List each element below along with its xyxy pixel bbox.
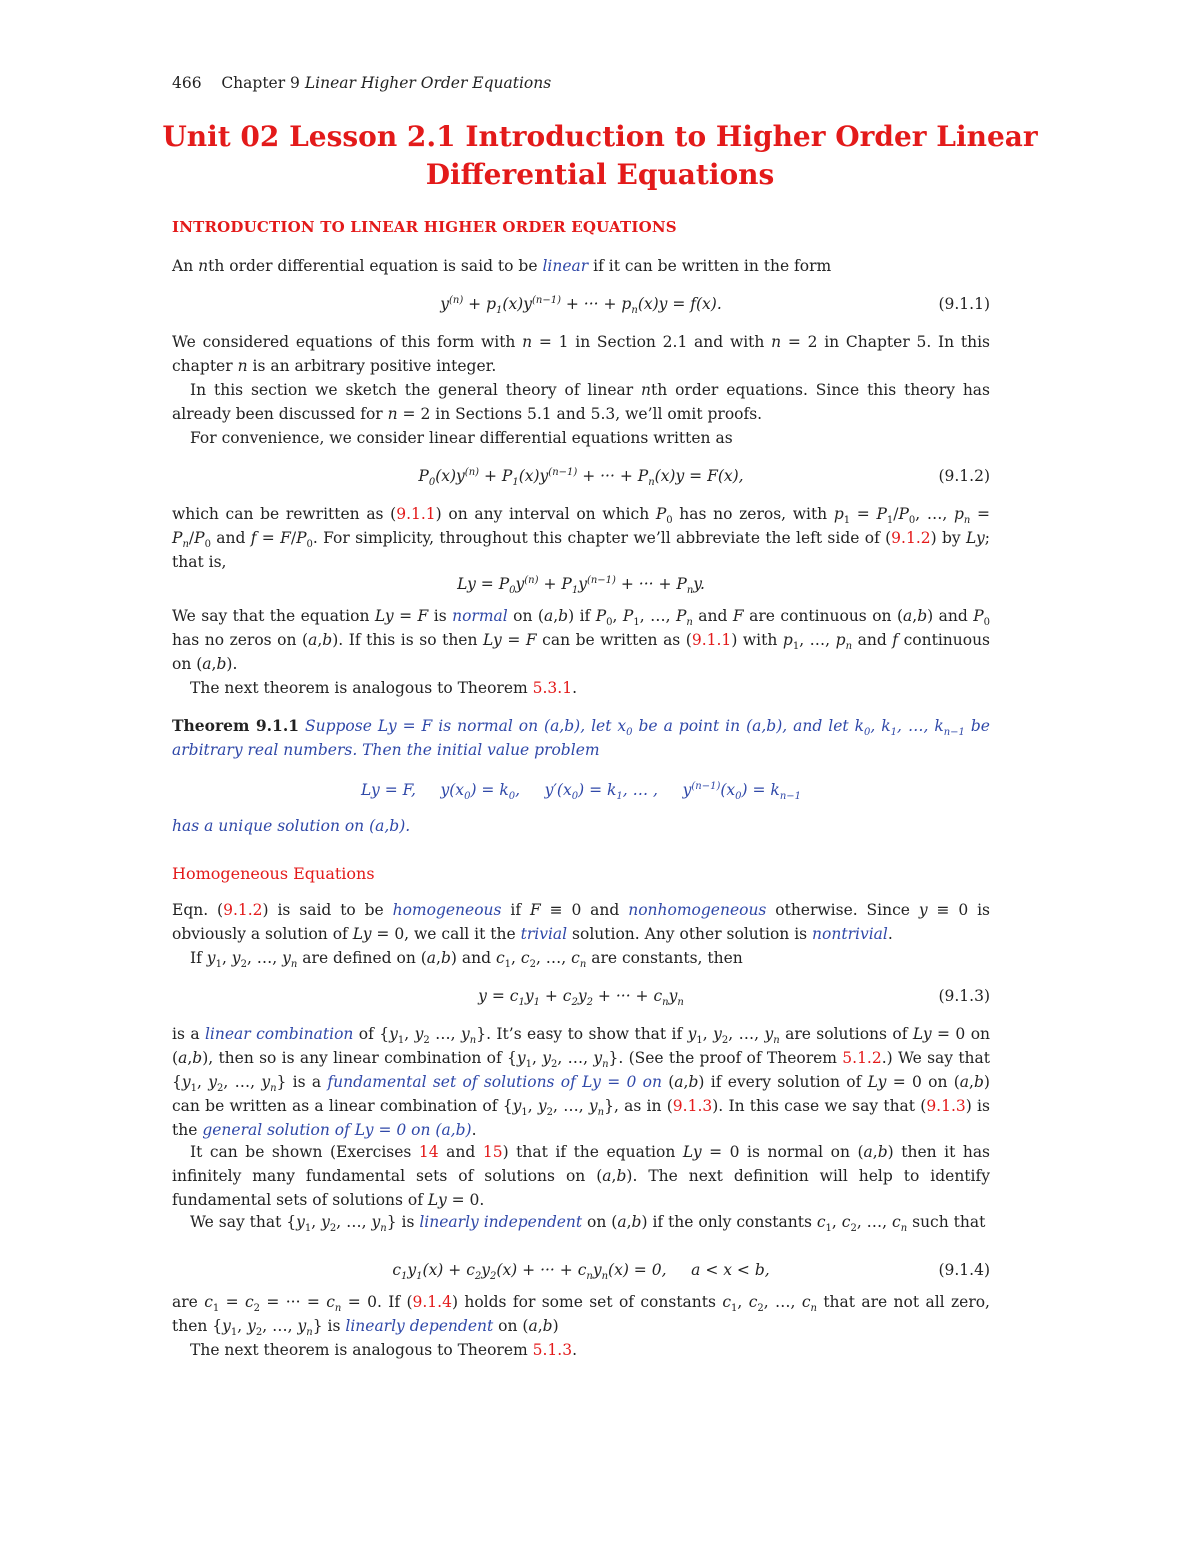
paragraph-defined: If $y_1$, $y_2$, …, $y_n$ are defined on (a,b) and $c_1$, $c_2$, …, $c_n$ are constants, then — [190, 949, 743, 971]
equation-ref-link[interactable]: 9.1.3 — [926, 1097, 966, 1115]
paragraph-considered: We considered equations of this form with n = 1 in Section 2.1 and with n = 2 in Chapter 5. In this chapter n is an arbitrary positive integer. — [172, 333, 990, 375]
page: 466 Chapter 9 Linear Higher Order Equations Unit 02 Lesson 2.1 Introduction to Higher Order Linear Differential Equations INTRODUCTION TO LINEAR HIGHER ORDER EQUATIONS An nth order differential equation is said to be linear if it can be written in the form $y^{(n)} + p_1(x)y^{(n-1)}$ + ··· + $p_n(x)y = f(x)$. (9.1.1) We considered equations of this form with n = 1 in Section 2.1 and with n = 2 in Chapter 5. In this chapter n is an arbitrary positive integer. In this section we sketch the general theory of linear nth order equations. Since this theory has already been discussed for n = 2 in Sections 5.1 and 5.3, we’ll omit proofs. For convenience, we consider linear differential equations written as $P_0(x)y^{(n)} + P_1(x)y^{(n-1)}$ + ··· + $P_n(x)y = F(x)$, (9.1.2) which can be rewritten as (9.1.1) on any interval on which $P_0$ has no zeros, with $p_1 = P_1/P_0$, …, $p_n = P_n/P_0$ and $f = F/P_0$. For simplicity, throughout this chapter we’ll abbreviate the left side of (9.1.2) by Ly; that is, $Ly = P_0y^{(n)} + P_1y^{(n-1)}$ + ··· + $P_ny$. We say that the equation Ly = F is normal on (a,b) if $P_0$, $P_1$, …, $P_n$ and F are continuous on (a,b) and $P_0$ has no zeros on (a,b). If this is so then Ly = F can be written as (9.1.1) with $p_1$, …, $p_n$ and f continuous on (a,b). The next theorem is analogous to Theorem 5.3.1. Theorem 9.1.1 Suppose Ly = F is normal on (a,b), let $x_0$ be a point in (a,b), and let $k_0$, $k_1$, …, $k_{n-1}$ be arbitrary real numbers. Then the initial value problem Ly = F, $y(x_0) = k_0$, $y'(x_0) = k_1$, … , $y^{(n-1)}(x_0) = k_{n-1}$ has a unique solution on (a,b). Homogeneous Equations Eqn. (9.1.2) is said to be homogeneous if F ≡ 0 and nonhomogeneous otherwise. Since y ≡ 0 is obviously a solution of Ly = 0, we call it the trivial solution. Any other solution is nontrivial. If $y_1$, $y_2$, …, $y_n$ are defined on (a,b) and $c_1$, $c_2$, …, $c_n$ are constants, then $y = c_1y_1 + c_2y_2$ + ··· + $c_ny_n$ (9.1.3) is a linear combination of {$y_1$, $y_2$ …, $y_n$}. It’s easy to show that if $y_1$, $y_2$, …, $y_n$ are solutions of Ly = 0 on (a,b), then so is any linear combination of {$y_1$, $y_2$, …, $y_n$}. (See the proof of Theorem 5.1.2.) We say that {$y_1$, $y_2$, …, $y_n$} is a fundamental set of solutions of Ly = 0 on (a,b) if every solution of Ly = 0 on (a,b) can be written as a linear combination of {$y_1$, $y_2$, …, $y_n$}, as in (9.1.3). In this case we say that (9.1.3) is the general solution of Ly = 0 on (a,b). It can be shown (Exercises 14 and 15) that if the equation Ly = 0 is normal on (a,b) then it has infinitely many fundamental sets of solutions on (a,b). The next definition will help to identify fundamental sets of solutions of Ly = 0. We say that {$y_1$, $y_2$, …, $y_n$} is linearly independent on (a,b) if the only constants $c_1$, $c_2$, …, $c_n$ such that $c_1y_1(x) + c_2y_2(x)$ + ··· + $c_ny_n(x) = 0$, a < x < b, (9.1.4) are $c_1 = c_2$ = ··· = $c_n = 0$. If (9.1.4) holds for some set of constants $c_1$, $c_2$, …, $c_n$ that are not all zero, then {$y_1$, $y_2$, …, $y_n$} is linearly dependent on (a,b) The next theorem is analogous to Theorem 5.1.3. — [0, 0, 1200, 1553]
theorem-label: Theorem 9.1.1 — [172, 716, 300, 735]
equation-ref-link[interactable]: 9.1.1 — [691, 631, 732, 649]
paragraph-next-theorem: The next theorem is analogous to Theorem 5.3.1. — [190, 679, 578, 697]
equation-ref-link[interactable]: 9.1.2 — [891, 529, 931, 547]
paragraph-dependent: are $c_1 = c_2$ = ··· = $c_n = 0$. If (9.1.4) holds for some set of constants $c_1$, $c_2$, …, $c_n$ that are not all zero, then {$y_1$, $y_2$, …, $y_n$} is linearly dependent on (a,b) — [172, 1293, 990, 1339]
exercise-ref-link[interactable]: 15 — [482, 1143, 503, 1161]
page-number: 466 — [172, 74, 202, 92]
subsection-heading: Homogeneous Equations — [172, 864, 375, 883]
running-header — [172, 74, 551, 92]
equation-ref-link[interactable]: 9.1.2 — [223, 901, 263, 919]
section-heading: INTRODUCTION TO LINEAR HIGHER ORDER EQUATIONS — [172, 218, 677, 236]
equation-label: (9.1.2) — [938, 467, 990, 485]
paragraph-homogeneous: Eqn. (9.1.2) is said to be homogeneous if F ≡ 0 and nonhomogeneous otherwise. Since y ≡ 0 is obviously a solution of Ly = 0, we call it the trivial solution. Any other solution is nontrivial. — [172, 901, 990, 943]
page-title — [100, 118, 1100, 194]
theorem-9-1-1: Theorem 9.1.1 Suppose Ly = F is normal on (a,b), let $x_0$ be a point in (a,b), and let $k_0$, $k_1$, …, $k_{n-1}$ be arbitrary real numbers. Then the initial value problem — [172, 716, 990, 759]
chapter-label: Chapter 9 — [221, 74, 300, 92]
title-line-2: Differential Equations — [425, 158, 775, 191]
theorem-ref-link[interactable]: 5.1.2 — [842, 1049, 882, 1067]
paragraph-convenience: For convenience, we consider linear differential equations written as — [190, 429, 733, 447]
exercise-ref-link[interactable]: 14 — [418, 1143, 439, 1161]
theorem-ref-link[interactable]: 5.3.1 — [532, 679, 573, 697]
paragraph-next-theorem-2: The next theorem is analogous to Theorem 5.1.3. — [190, 1341, 578, 1359]
paragraph-normal: We say that the equation Ly = F is normal on (a,b) if $P_0$, $P_1$, …, $P_n$ and F are continuous on (a,b) and $P_0$ has no zeros on (a,b). If this is so then Ly = F can be written as (9.1.1) with $p_1$, …, $p_n$ and f continuous on (a,b). — [172, 607, 991, 673]
paragraph-shown: It can be shown (Exercises 14 and 15) that if the equation Ly = 0 is normal on (a,b) then it has infinitely many fundamental sets of solutions on (a,b). The next definition will help to identify fundamental sets of solutions of Ly = 0. — [172, 1143, 991, 1209]
equation-label: (9.1.1) — [938, 295, 990, 313]
equation-ref-link[interactable]: 9.1.3 — [672, 1097, 713, 1115]
paragraph-independent: We say that {$y_1$, $y_2$, …, $y_n$} is linearly independent on (a,b) if the only constants $c_1$, $c_2$, …, $c_n$ such that — [190, 1213, 986, 1235]
paragraph-linear-combination: is a linear combination of {$y_1$, $y_2$ …, $y_n$}. It’s easy to show that if $y_1$, $y_2$, …, $y_n$ are solutions of Ly = 0 on (a,b), then so is any linear combination of {$y_1$, $y_2$, …, $y_n$}. (See the proof of Theorem 5.1.2.) We say that {$y_1$, $y_2$, …, $y_n$} is a fundamental set of solutions of Ly = 0 on (a,b) if every solution of Ly = 0 on (a,b) can be written as a linear combination of {$y_1$, $y_2$, …, $y_n$}, as in (9.1.3). In this case we say that (9.1.3) is the general solution of Ly = 0 on (a,b). — [172, 1025, 991, 1139]
title-line-1: Unit 02 Lesson 2.1 Introduction to Higher Order Linear — [162, 120, 1038, 153]
theorem-conclusion: has a unique solution on (a,b). — [172, 817, 411, 835]
paragraph-intro: An nth order differential equation is said to be linear if it can be written in the form — [172, 257, 832, 275]
paragraph-rewritten: which can be rewritten as (9.1.1) on any interval on which $P_0$ has no zeros, with $p_1 = P_1/P_0$, …, $p_n = P_n/P_0$ and $f = F/P_0$. For simplicity, throughout this chapter we’ll abbreviate the left side of (9.1.2) by Ly; that is, — [172, 505, 991, 571]
equation-ref-link[interactable]: 9.1.1 — [396, 505, 436, 523]
equation-ref-link[interactable]: 9.1.4 — [412, 1293, 452, 1311]
chapter-title: Linear Higher Order Equations — [304, 74, 552, 92]
equation-label: (9.1.3) — [938, 987, 990, 1005]
paragraph-sketch: In this section we sketch the general theory of linear nth order equations. Since this theory has already been discussed for n = 2 in Sections 5.1 and 5.3, we’ll omit proofs. — [172, 381, 990, 423]
equation-label: (9.1.4) — [938, 1261, 990, 1279]
theorem-ref-link[interactable]: 5.1.3 — [532, 1341, 573, 1359]
